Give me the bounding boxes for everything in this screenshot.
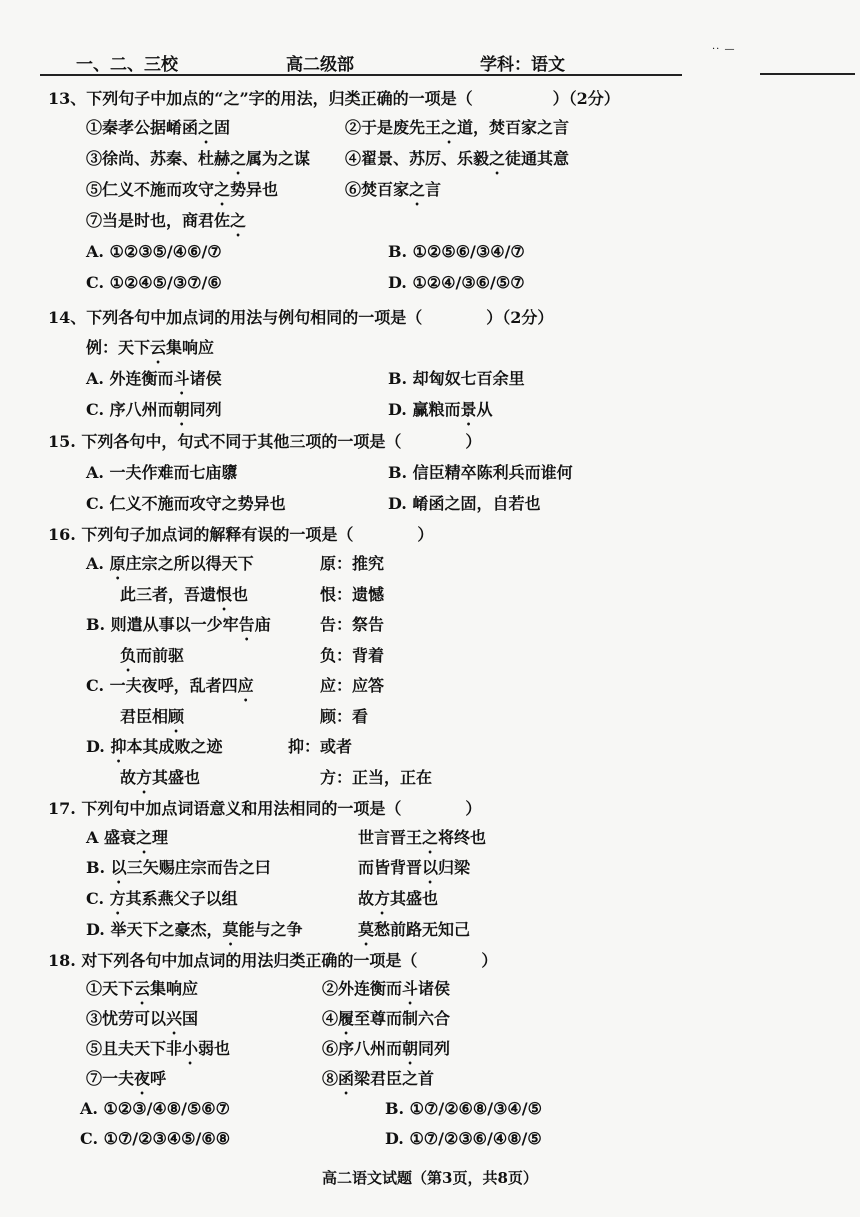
q15-option-d[interactable]: D. 崤函之固，自若也 xyxy=(388,494,541,513)
q13-sentence-3: ③徐尚、苏秦、杜赫之属为之谋 xyxy=(86,149,311,168)
q17-option-a-left[interactable]: A 盛衰之理 xyxy=(86,828,169,847)
q18-sentence-7: ⑦一夫夜呼 xyxy=(86,1069,167,1088)
q13-option-a[interactable]: A. ①②③⑤/④⑥/⑦ xyxy=(86,242,222,261)
q15-option-b[interactable]: B. 信臣精卒陈利兵而谁何 xyxy=(388,463,573,482)
q13-option-d[interactable]: D. ①②④/③⑥/⑤⑦ xyxy=(388,273,525,292)
header-rule-right xyxy=(760,73,855,75)
q14-example: 例：天下云集响应 xyxy=(86,338,215,357)
q13-stem: 13、下列句子中加点的“之”字的用法，归类正确的一项是（ ）（2分） xyxy=(48,89,620,108)
q16-option-d-line1[interactable]: D. 抑本其成败之迹 xyxy=(86,737,223,756)
q13-sentence-2: ②于是废先王之道，焚百家之言 xyxy=(345,118,570,137)
q16-option-a-gloss2: 恨：遗憾 xyxy=(320,585,385,604)
q18-sentence-4: ④履至尊而制六合 xyxy=(322,1009,451,1028)
q18-sentence-2: ②外连衡而斗诸侯 xyxy=(322,979,451,998)
q16-option-b-line1[interactable]: B. 则遣从事以一少牢告庙 xyxy=(86,615,271,634)
q18-sentence-6: ⑥序八州而朝同列 xyxy=(322,1039,451,1058)
q13-sentence-7: ⑦当是时也，商君佐之 xyxy=(86,211,247,230)
header-rule xyxy=(40,74,682,76)
q16-option-d-line2: 故方其盛也 xyxy=(120,768,201,787)
q17-option-b-right: 而皆背晋以归梁 xyxy=(358,858,471,877)
q17-option-c-right: 故方其盛也 xyxy=(358,889,439,908)
q16-option-d-gloss1: 抑：或者 xyxy=(288,737,353,756)
q14-option-a[interactable]: A. 外连衡而斗诸侯 xyxy=(86,369,222,388)
q18-option-a[interactable]: A. ①②③/④⑧/⑤⑥⑦ xyxy=(80,1099,230,1118)
q15-option-c[interactable]: C. 仁义不施而攻守之势异也 xyxy=(86,494,286,513)
q17-option-b-left[interactable]: B. 以三矢赐庄宗而告之曰 xyxy=(86,858,271,877)
q16-option-c-line1[interactable]: C. 一夫夜呼，乱者四应 xyxy=(86,676,254,695)
header-corner-mark: ·· — xyxy=(712,44,736,55)
q18-sentence-3: ③忧劳可以兴国 xyxy=(86,1009,199,1028)
q18-sentence-8: ⑧函梁君臣之首 xyxy=(322,1069,435,1088)
page-footer: 高二语文试题（第3页，共8页） xyxy=(322,1169,538,1187)
header-schools: 一、二、三校 xyxy=(76,55,178,75)
header-grade: 高二级部 xyxy=(286,55,354,75)
q17-option-c-left[interactable]: C. 方其系燕父子以组 xyxy=(86,889,238,908)
q18-sentence-1: ①天下云集响应 xyxy=(86,979,199,998)
q17-option-d-right: 莫愁前路无知己 xyxy=(358,920,471,939)
q16-option-a-line2: 此三者，吾遗恨也 xyxy=(120,585,249,604)
q14-option-b[interactable]: B. 却匈奴七百余里 xyxy=(388,369,525,388)
q16-option-c-line2: 君臣相顾 xyxy=(120,707,185,726)
q13-sentence-4: ④翟景、苏厉、乐毅之徒通其意 xyxy=(345,149,570,168)
q14-option-d[interactable]: D. 赢粮而景从 xyxy=(388,400,493,419)
q18-option-c[interactable]: C. ①⑦/②③④⑤/⑥⑧ xyxy=(80,1129,231,1148)
q16-option-a-gloss1: 原：推究 xyxy=(320,554,385,573)
header-subject: 学科：语文 xyxy=(480,55,565,75)
q18-sentence-5: ⑤且夫天下非小弱也 xyxy=(86,1039,231,1058)
q18-option-b[interactable]: B. ①⑦/②⑥⑧/③④/⑤ xyxy=(385,1099,542,1118)
q16-option-b-gloss2: 负：背着 xyxy=(320,646,385,665)
q13-sentence-6: ⑥焚百家之言 xyxy=(345,180,442,199)
q17-stem: 17. 下列句中加点词语意义和用法相同的一项是（ ） xyxy=(48,799,482,818)
q16-option-d-gloss2: 方：正当，正在 xyxy=(320,768,433,787)
q16-option-b-line2: 负而前驱 xyxy=(120,646,185,665)
q14-option-c[interactable]: C. 序八州而朝同列 xyxy=(86,400,222,419)
q17-option-d-left[interactable]: D. 举天下之豪杰，莫能与之争 xyxy=(86,920,303,939)
q18-stem: 18. 对下列各句中加点词的用法归类正确的一项是（ ） xyxy=(48,951,498,970)
q15-option-a[interactable]: A. 一夫作难而七庙隳 xyxy=(86,463,238,482)
q16-option-b-gloss1: 告：祭告 xyxy=(320,615,385,634)
q13-sentence-1: ①秦孝公据崤函之固 xyxy=(86,118,231,137)
q16-option-c-gloss1: 应：应答 xyxy=(320,676,385,695)
q18-option-d[interactable]: D. ①⑦/②③⑥/④⑧/⑤ xyxy=(385,1129,542,1148)
q14-stem: 14、下列各句中加点词的用法与例句相同的一项是（ ）（2分） xyxy=(48,308,554,327)
q13-option-b[interactable]: B. ①②⑤⑥/③④/⑦ xyxy=(388,242,525,261)
q16-stem: 16. 下列句子加点词的解释有误的一项是（ ） xyxy=(48,525,434,544)
q15-stem: 15. 下列各句中，句式不同于其他三项的一项是（ ） xyxy=(48,432,482,451)
q17-option-a-right: 世言晋王之将终也 xyxy=(358,828,487,847)
q13-sentence-5: ⑤仁义不施而攻守之势异也 xyxy=(86,180,279,199)
q16-option-c-gloss2: 顾：看 xyxy=(320,707,369,726)
q13-option-c[interactable]: C. ①②④⑤/③⑦/⑥ xyxy=(86,273,222,292)
q16-option-a-line1[interactable]: A. 原庄宗之所以得天下 xyxy=(86,554,254,573)
